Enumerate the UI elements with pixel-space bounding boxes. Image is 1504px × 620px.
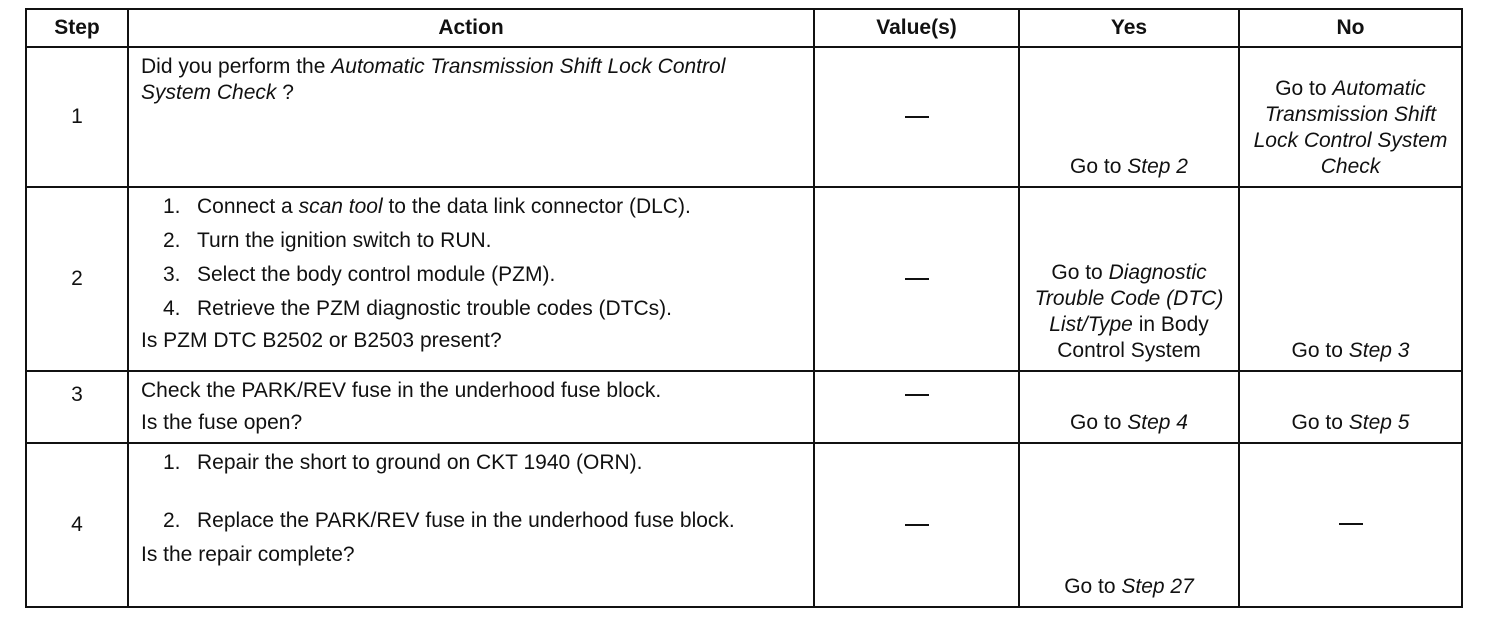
yes-cell bbox=[1019, 443, 1239, 607]
yes-cell bbox=[1019, 187, 1239, 371]
diagnostic-table-sheet bbox=[25, 8, 1463, 608]
no-link-prefix: Go to bbox=[1275, 77, 1333, 100]
yes-link-prefix: Go to bbox=[1064, 575, 1122, 598]
list-item: 3. Select the body control module (PZM). bbox=[163, 263, 556, 286]
table-row bbox=[26, 47, 1462, 187]
action-steps-list bbox=[141, 450, 801, 534]
header-no: No bbox=[1239, 9, 1462, 47]
no-link-target[interactable]: Step 3 bbox=[1348, 339, 1410, 362]
no-link-target[interactable]: Automatic Transmission Shift Lock Control System Check bbox=[1253, 77, 1448, 178]
value-dash bbox=[905, 278, 929, 280]
step-number: 1 bbox=[26, 47, 128, 187]
action-cell bbox=[128, 47, 814, 187]
no-link-target[interactable]: Step 5 bbox=[1348, 411, 1410, 434]
no-cell bbox=[1239, 187, 1462, 371]
yes-link-target[interactable]: Diagnostic Trouble Code (DTC) List/Type bbox=[1034, 261, 1224, 336]
value-cell bbox=[814, 47, 1019, 187]
header-step: Step bbox=[26, 9, 128, 47]
yes-link-target[interactable]: Step 2 bbox=[1127, 155, 1188, 178]
table-row bbox=[26, 443, 1462, 607]
action-text-end: ? bbox=[276, 81, 294, 104]
value-cell bbox=[814, 371, 1019, 443]
list-item: 2. Replace the PARK/REV fuse in the underhood fuse block. bbox=[163, 509, 735, 532]
yes-link-suffix: in Body Control System bbox=[1057, 313, 1209, 362]
yes-link-target[interactable]: Step 27 bbox=[1121, 575, 1194, 598]
header-yes: Yes bbox=[1019, 9, 1239, 47]
action-question: Is the repair complete? bbox=[141, 543, 355, 566]
action-cell bbox=[128, 443, 814, 607]
table-row bbox=[26, 371, 1462, 443]
yes-cell bbox=[1019, 371, 1239, 443]
value-cell bbox=[814, 187, 1019, 371]
yes-cell bbox=[1019, 47, 1239, 187]
no-cell bbox=[1239, 371, 1462, 443]
yes-link-target[interactable]: Step 4 bbox=[1127, 411, 1188, 434]
yes-link-prefix: Go to bbox=[1070, 411, 1128, 434]
no-cell bbox=[1239, 443, 1462, 607]
step-number: 4 bbox=[26, 443, 128, 607]
action-text: Did you perform the bbox=[141, 55, 332, 78]
value-cell bbox=[814, 443, 1019, 607]
header-action: Action bbox=[128, 9, 814, 47]
list-item: 1. Connect a scan tool to the data link connector (DLC). bbox=[163, 195, 691, 218]
tool-ref: scan tool bbox=[298, 195, 383, 218]
step-number: 2 bbox=[26, 187, 128, 371]
action-cell bbox=[128, 371, 814, 443]
step-number: 3 bbox=[26, 371, 128, 443]
no-cell bbox=[1239, 47, 1462, 187]
action-procedure-ref: Automatic Transmission Shift Lock Control System Check bbox=[141, 55, 726, 104]
value-dash bbox=[905, 524, 929, 526]
yes-link-prefix: Go to bbox=[1070, 155, 1128, 178]
action-steps-list bbox=[141, 194, 801, 322]
value-dash bbox=[905, 116, 929, 118]
no-link-prefix: Go to bbox=[1291, 339, 1349, 362]
list-item: 2. Turn the ignition switch to RUN. bbox=[163, 229, 492, 252]
action-question: Is PZM DTC B2502 or B2503 present? bbox=[141, 329, 502, 352]
header-row bbox=[26, 9, 1462, 47]
no-link-prefix: Go to bbox=[1291, 411, 1349, 434]
list-item: 1. Repair the short to ground on CKT 1940 (ORN). bbox=[163, 451, 643, 474]
action-cell bbox=[128, 187, 814, 371]
list-item: 4. Retrieve the PZM diagnostic trouble codes (DTCs). bbox=[163, 297, 673, 320]
header-value: Value(s) bbox=[814, 9, 1019, 47]
diagnostic-table bbox=[25, 8, 1463, 608]
action-text: Check the PARK/REV fuse in the underhood fuse block. bbox=[141, 379, 662, 402]
value-dash bbox=[905, 394, 929, 396]
action-question: Is the fuse open? bbox=[141, 411, 303, 434]
no-dash bbox=[1339, 523, 1363, 525]
table-row bbox=[26, 187, 1462, 371]
yes-link-prefix: Go to bbox=[1051, 261, 1109, 284]
